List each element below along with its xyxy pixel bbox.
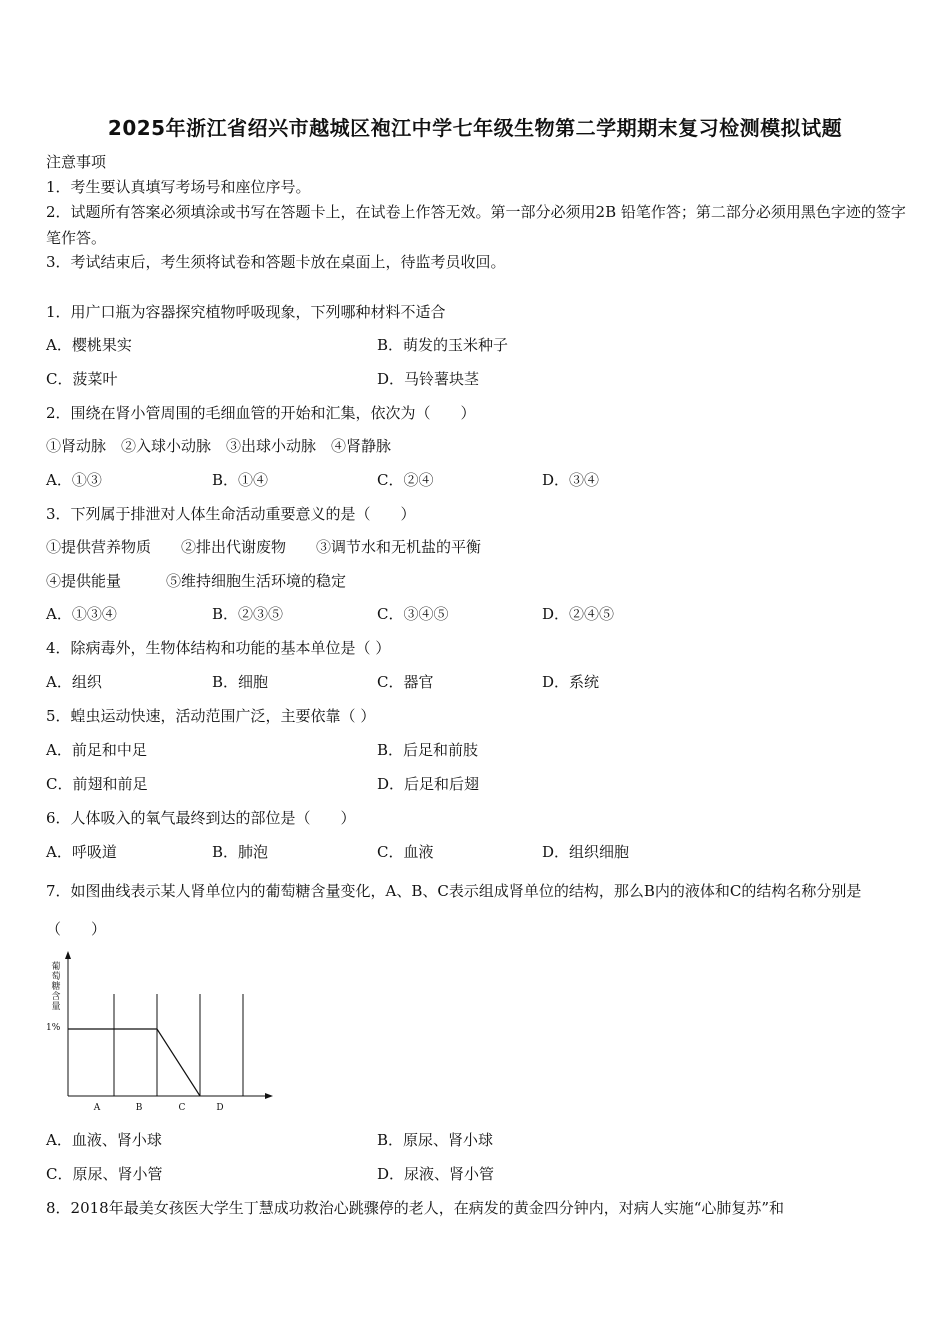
y-axis-label-char: 葡	[51, 962, 61, 972]
question-3-stem: 3．下列属于排泄对人体生命活动重要意义的是（ ）	[46, 505, 416, 523]
question-2-option-c[interactable]: C．②④	[377, 471, 434, 489]
question-3-option-d[interactable]: D．②④⑤	[542, 605, 615, 623]
question-5-option-a[interactable]: A．前足和中足	[46, 741, 147, 759]
notice-item-1: 1．考生要认真填写考场号和座位序号。	[46, 178, 311, 196]
question-5-option-c[interactable]: C．前翅和前足	[46, 775, 148, 793]
question-7-option-b[interactable]: B．原尿、肾小球	[377, 1131, 494, 1149]
chart-axes	[65, 951, 273, 1099]
question-1-stem: 1．用广口瓶为容器探究植物呼吸现象，下列哪种材料不适合	[46, 303, 446, 321]
question-2-option-d[interactable]: D．③④	[542, 471, 600, 489]
x-category-a: A	[93, 1103, 101, 1113]
question-4-option-b[interactable]: B．细胞	[212, 673, 269, 691]
glucose-series-line	[68, 1029, 200, 1096]
question-7-option-a[interactable]: A．血液、肾小球	[46, 1131, 162, 1149]
question-3-sub-2: ④提供能量 ⑤维持细胞生活环境的稳定	[46, 572, 347, 590]
question-1-option-b[interactable]: B．萌发的玉米种子	[377, 336, 509, 354]
segment-dividers	[114, 994, 243, 1096]
page-title: 2025年浙江省绍兴市越城区袍江中学七年级生物第二学期期末复习检测模拟试题	[107, 116, 843, 140]
question-1-option-a[interactable]: A．樱桃果实	[46, 336, 132, 354]
y-axis-arrow	[65, 951, 71, 959]
question-2-stem: 2．围绕在肾小管周围的毛细血管的开始和汇集，依次为（ ）	[46, 404, 476, 422]
y-axis-label-char: 含	[51, 992, 61, 1002]
x-category-c: C	[178, 1103, 186, 1113]
question-2-option-b[interactable]: B．①④	[212, 471, 269, 489]
x-axis-arrow	[265, 1093, 273, 1099]
question-6-stem: 6．人体吸入的氧气最终到达的部位是（ ）	[46, 809, 356, 827]
question-3-option-c[interactable]: C．③④⑤	[377, 605, 449, 623]
glucose-chart	[40, 948, 290, 1118]
question-8-stem: 8．2018年最美女孩医大学生丁慧成功救治心跳骤停的老人，在病发的黄金四分钟内，对病人实施“心肺复苏”和	[46, 1199, 785, 1217]
question-5-stem: 5．蝗虫运动快速，活动范围广泛，主要依靠（ ）	[46, 707, 376, 725]
y-tick-label: 1%	[46, 1023, 61, 1033]
question-3-option-a[interactable]: A．①③④	[46, 605, 117, 623]
question-4-option-c[interactable]: C．器官	[377, 673, 434, 691]
y-axis-label-char: 萄	[51, 972, 61, 982]
y-axis-label-char: 糖	[51, 982, 61, 992]
question-7-stem: 7．如图曲线表示某人肾单位内的葡萄糖含量变化，A、B、C表示组成肾单位的结构，那么B内的液体和C的结构名称分别是（ ）	[46, 882, 862, 938]
question-1-option-c[interactable]: C．菠菜叶	[46, 370, 118, 388]
question-7-option-d[interactable]: D．尿液、肾小管	[377, 1165, 495, 1183]
question-5-option-b[interactable]: B．后足和前肢	[377, 741, 479, 759]
question-6-option-b[interactable]: B．肺泡	[212, 843, 269, 861]
question-4-stem: 4．除病毒外，生物体结构和功能的基本单位是（ ）	[46, 639, 391, 657]
question-3-sub-1: ①提供营养物质 ②排出代谢废物 ③调节水和无机盐的平衡	[46, 538, 482, 556]
x-category-b: B	[135, 1103, 143, 1113]
question-6-option-a[interactable]: A．呼吸道	[46, 843, 117, 861]
question-4-option-d[interactable]: D．系统	[542, 673, 600, 691]
question-4-option-a[interactable]: A．组织	[46, 673, 102, 691]
question-6-option-d[interactable]: D．组织细胞	[542, 843, 630, 861]
x-category-d: D	[216, 1103, 224, 1113]
question-6-option-c[interactable]: C．血液	[377, 843, 434, 861]
y-axis-label-char: 量	[51, 1002, 61, 1012]
question-3-option-b[interactable]: B．②③⑤	[212, 605, 284, 623]
question-2-option-a[interactable]: A．①③	[46, 471, 102, 489]
question-1-option-d[interactable]: D．马铃薯块茎	[377, 370, 480, 388]
notice-item-2: 2．试题所有答案必须填涂或书写在答题卡上，在试卷上作答无效。第一部分必须用2B 铅笔作答；第二部分必须用黑色字迹的签字笔作答。	[46, 203, 906, 247]
notice-item-3: 3．考试结束后，考生须将试卷和答题卡放在桌面上，待监考员收回。	[46, 253, 506, 271]
notice-heading: 注意事项	[46, 153, 107, 171]
question-7-option-c[interactable]: C．原尿、肾小管	[46, 1165, 163, 1183]
y-axis-label-group	[51, 960, 60, 1012]
question-5-option-d[interactable]: D．后足和后翅	[377, 775, 480, 793]
question-2-sub-1: ①肾动脉 ②入球小动脉 ③出球小动脉 ④肾静脉	[46, 437, 392, 455]
